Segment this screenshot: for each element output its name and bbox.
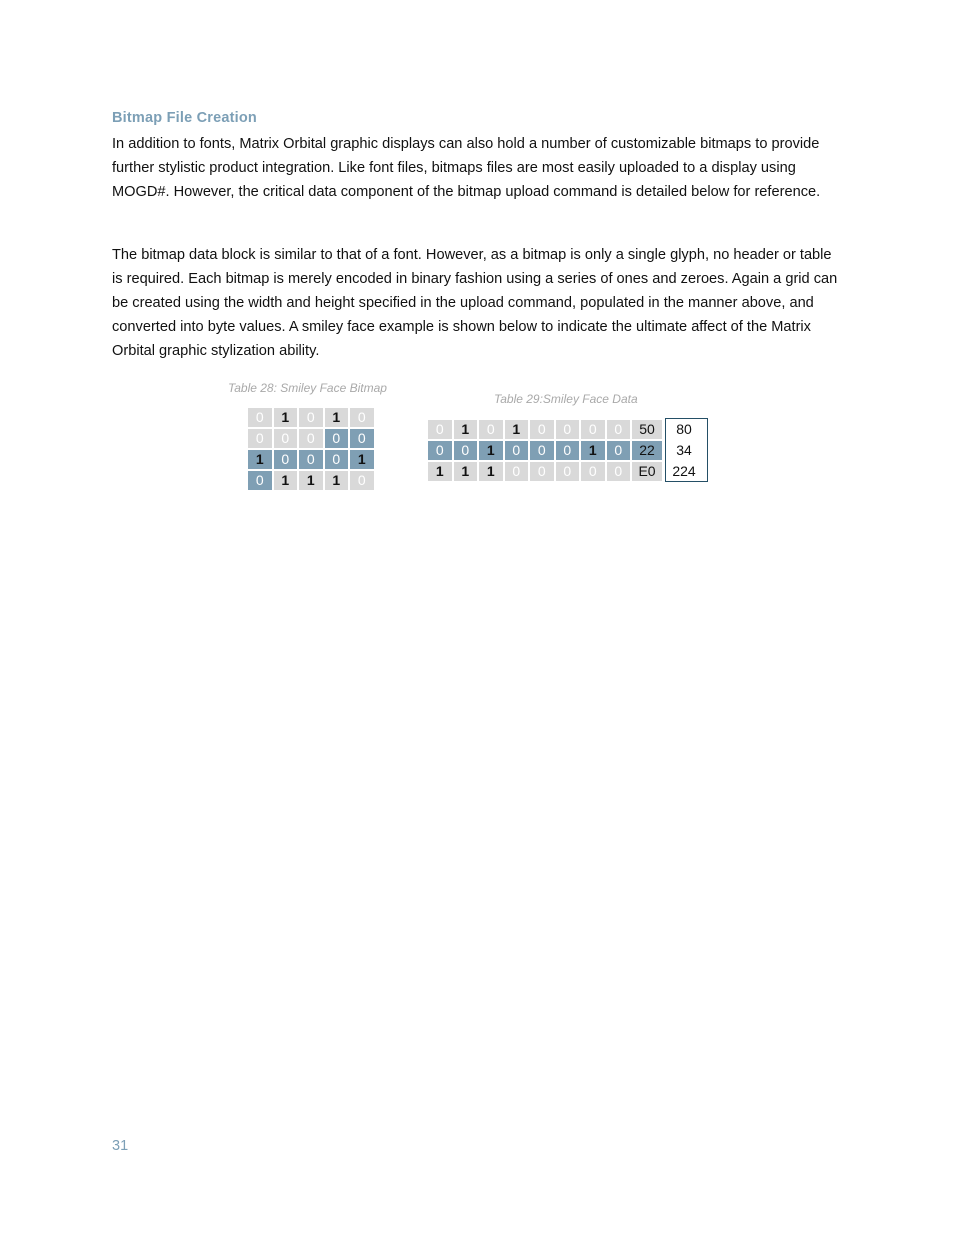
bitmap-cell: 1 <box>274 471 298 490</box>
bitmap-cell: 1 <box>299 471 323 490</box>
bit-cell: 1 <box>454 420 478 439</box>
bit-cell: 1 <box>581 441 605 460</box>
bit-cell: 0 <box>505 441 529 460</box>
bit-cell: 0 <box>530 441 554 460</box>
bit-cell: 0 <box>428 420 452 439</box>
bit-cell: 0 <box>505 462 529 481</box>
bit-cell: 0 <box>607 420 631 439</box>
bit-cell: 0 <box>530 462 554 481</box>
bit-cell: 0 <box>530 420 554 439</box>
bitmap-cell: 0 <box>325 450 349 469</box>
bitmap-cell: 0 <box>325 429 349 448</box>
smiley-bitmap-table <box>246 406 376 492</box>
bitmap-row <box>248 471 374 490</box>
bitmap-cell: 1 <box>274 408 298 427</box>
bitmap-cell: 0 <box>299 408 323 427</box>
hex-value-cell: 50 <box>632 420 662 439</box>
bit-cell: 0 <box>581 462 605 481</box>
data-row <box>428 441 704 460</box>
bitmap-row <box>248 429 374 448</box>
bitmap-cell: 0 <box>274 450 298 469</box>
bitmap-cell: 1 <box>325 471 349 490</box>
bit-cell: 0 <box>454 441 478 460</box>
bitmap-cell: 1 <box>325 408 349 427</box>
hex-value-cell: E0 <box>632 462 662 481</box>
bit-cell: 1 <box>479 462 503 481</box>
section-heading: Bitmap File Creation <box>112 110 257 126</box>
bit-cell: 0 <box>607 441 631 460</box>
bitmap-cell: 0 <box>350 471 374 490</box>
bitmap-cell: 0 <box>248 408 272 427</box>
hex-value-cell: 22 <box>632 441 662 460</box>
smiley-data-table <box>426 418 706 483</box>
bitmap-cell: 1 <box>350 450 374 469</box>
data-row <box>428 462 704 481</box>
bit-cell: 0 <box>556 462 580 481</box>
bitmap-cell: 0 <box>350 408 374 427</box>
table28-caption: Table 28: Smiley Face Bitmap <box>228 381 387 395</box>
bit-cell: 1 <box>428 462 452 481</box>
bitmap-cell: 0 <box>299 429 323 448</box>
bitmap-cell: 1 <box>248 450 272 469</box>
bitmap-cell: 0 <box>299 450 323 469</box>
decimal-value-cell: 224 <box>664 462 704 481</box>
bitmap-row <box>248 450 374 469</box>
bit-cell: 0 <box>581 420 605 439</box>
decimal-value-cell: 80 <box>664 420 704 439</box>
bitmap-cell: 0 <box>248 429 272 448</box>
bit-cell: 0 <box>479 420 503 439</box>
bit-cell: 0 <box>607 462 631 481</box>
bit-cell: 1 <box>505 420 529 439</box>
bitmap-cell: 0 <box>274 429 298 448</box>
bit-cell: 0 <box>428 441 452 460</box>
bit-cell: 1 <box>479 441 503 460</box>
bitmap-row <box>248 408 374 427</box>
bitmap-cell: 0 <box>350 429 374 448</box>
bitmap-cell: 0 <box>248 471 272 490</box>
bit-cell: 0 <box>556 441 580 460</box>
bit-cell: 1 <box>454 462 478 481</box>
paragraph-bitmap-data: The bitmap data block is similar to that of a font. However, as a bitmap is only a single glyph, no header or table is required. Each bitmap is merely encoded in binary fashion using a series of ones and zeroes. Again a grid can be created using the width and height specified in the upload command, populated in the manner above, and converted into byte values. A smiley face example is shown below to indicate the ultimate affect of the Matrix Orbital graphic stylization ability. <box>112 247 838 359</box>
bit-cell: 0 <box>556 420 580 439</box>
table29-caption: Table 29:Smiley Face Data <box>494 392 638 406</box>
decimal-value-cell: 34 <box>664 441 704 460</box>
data-row <box>428 420 704 439</box>
page-number: 31 <box>112 1138 129 1154</box>
paragraph-intro: In addition to fonts, Matrix Orbital graphic displays can also hold a number of customizable bitmaps to provide further stylistic product integration. Like font files, bitmaps files are most easily uploaded to a display using MOGD#. However, the critical data component of the bitmap upload command is detailed below for reference. <box>112 136 821 200</box>
